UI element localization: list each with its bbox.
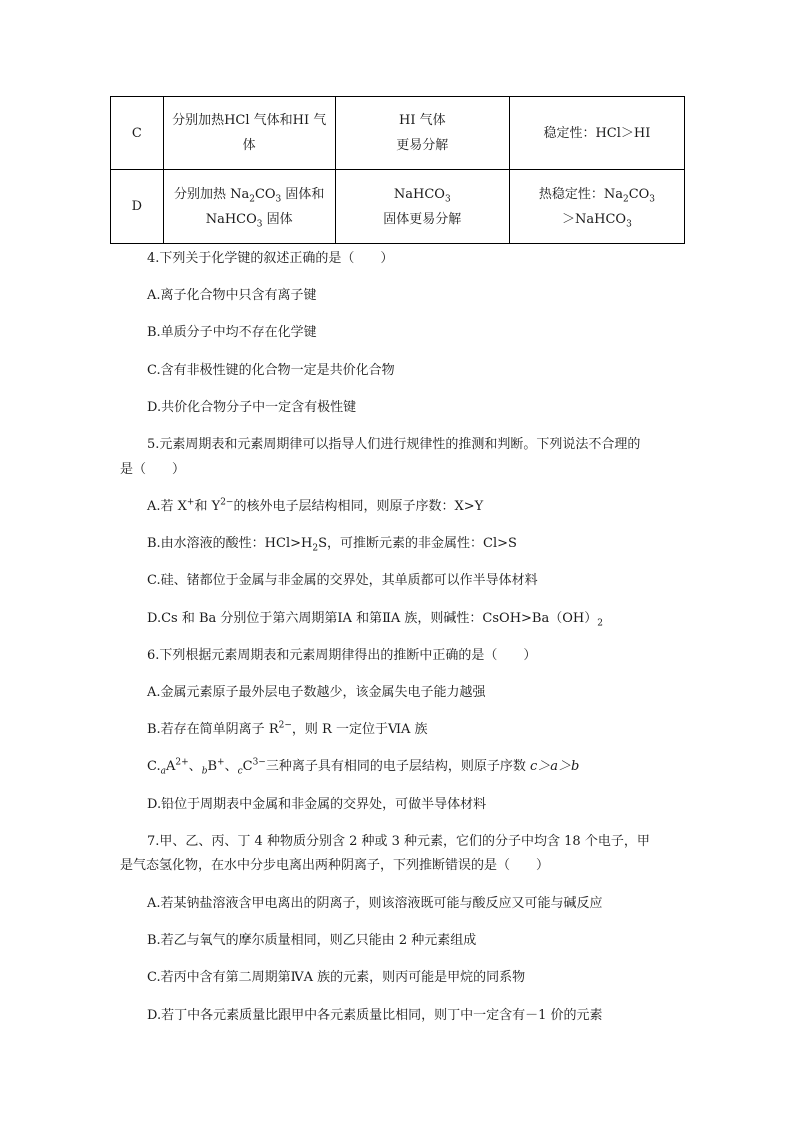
text-run: c＞a＞b [530,759,580,774]
text-run: 和 Y [194,499,221,514]
superscript: + [186,497,195,508]
text-run: 、 [224,759,238,774]
phenomenon-text: HI 气体 [398,113,446,128]
row-label [111,97,164,170]
subscript: 3 [649,194,656,205]
text-run: 固体和 [281,186,325,202]
text-run: NaHCO [205,211,257,227]
question-7-option-c: C.若丙中含有第二周期第ⅣA 族的元素，则丙可能是甲烷的同系物 [147,970,526,985]
conclusion-text [514,182,680,207]
text-run: 三种离子具有相同的电子层结构，则原子序数 [265,759,530,774]
operation-cell [163,170,335,244]
superscript: 2− [278,720,292,731]
text-run: ，则 R 一定位于ⅥA 族 [291,722,428,737]
subscript: 3 [626,219,632,230]
subscript: a [160,766,166,777]
question-6-option-b [147,721,428,739]
phenomenon-text: 固体更易分解 [383,211,462,227]
phenomenon-text [340,182,505,207]
subscript: b [201,766,208,777]
question-4-option-a: A.离子化合物中只含有离子键 [147,288,317,303]
subscript: 3 [256,219,263,230]
subscript: 2 [622,194,629,205]
text-run: CO [628,186,650,202]
question-5-option-a [147,498,483,516]
subscript: 3 [444,194,451,205]
text-run: ＞NaHCO [562,211,627,227]
operation-text: 体 [242,138,256,153]
question-7-option-a: A.若某钠盐溶液含甲电离出的阴离子，则该溶液既可能与酸反应又可能与碱反应 [147,896,603,911]
question-5-option-d [147,610,603,628]
question-4-option-c: C.含有非极性键的化合物一定是共价化合物 [147,363,395,378]
superscript: 2+ [175,757,189,768]
question-5-stem-cont: 是（ ） [120,462,186,477]
row-label-text: D [131,199,143,214]
row-label [111,170,164,244]
text-run: 、 [188,759,202,774]
subscript: 3 [275,194,282,205]
table-row [111,170,685,244]
text-run: NaHCO [393,186,445,202]
text-run: 固体 [262,211,293,227]
text-run: A.若 X [147,499,187,514]
operation-text [168,182,331,207]
conclusion-cell [509,97,684,170]
operation-text: 分别加热HCl 气体和HI 气 [172,113,327,128]
table-row [111,97,685,170]
text-run: B.由水溶液的酸性：HCl>H [147,536,313,551]
question-6-stem: 6.下列根据元素周期表和元素周期律得出的推断中正确的是（ ） [147,648,537,663]
conclusion-cell [509,170,684,244]
question-6-option-c [147,758,579,776]
question-6-option-a: A.金属元素原子最外层电子数越少，该金属失电子能力越强 [147,685,486,700]
text-run: D.Cs 和 Ba 分别位于第六周期第ⅠA 和第ⅡA 族，则碱性：CsOH>Ba（OH） [147,611,598,626]
phenomenon-cell [335,170,509,244]
question-7-stem: 7.甲、乙、丙、丁 4 种物质分别含 2 种或 3 种元素，它们的分子中均含 18 个电子，甲 [147,834,650,849]
text-run: C [242,759,253,774]
subscript: 2 [312,543,319,554]
superscript: + [217,757,225,768]
text-run: B.若存在简单阴离子 R [147,722,279,737]
question-7-stem-cont: 是气态氢化物，在水中分步电离出两种阴离子，下列推断错误的是（ ） [120,858,550,873]
text-run: 分别加热 Na [173,186,250,202]
question-4-option-b: B.单质分子中均不存在化学键 [147,325,317,340]
question-5-option-c: C.硅、锗都位于金属与非金属的交界处，其单质都可以作半导体材料 [147,573,538,588]
question-7-option-d: D.若丁中各元素质量比跟甲中各元素质量比相同，则丁中一定含有－1 价的元素 [147,1008,603,1023]
text-run: C. [147,759,161,774]
text-run: 热稳定性：Na [538,186,623,202]
text-run: B [207,759,218,774]
question-5-option-b [147,535,517,553]
phenomenon-text: 更易分解 [396,138,449,153]
text-run: 的核外电子层结构相同，则原子序数：X>Y [233,499,484,514]
subscript: 2 [249,194,255,205]
conclusion-text [514,207,680,232]
subscript: c [237,766,243,777]
row-label-text: C [131,125,142,141]
text-run: S，可推断元素的非金属性：Cl>S [318,536,517,551]
operation-cell [163,97,335,170]
question-5-stem: 5.元素周期表和元素周期律可以指导人们进行规律性的推测和判断。下列说法不合理的 [147,437,641,452]
text-run: A [166,759,176,774]
phenomenon-cell [335,97,509,170]
subscript: 2 [597,618,603,629]
question-4-option-d: D.共价化合物分子中一定含有极性键 [147,400,357,415]
question-4-stem: 4.下列关于化学键的叙述正确的是（ ） [147,251,394,266]
experiment-table [110,96,685,244]
operation-text [168,207,331,232]
question-7-option-b: B.若乙与氧气的摩尔质量相同，则乙只能由 2 种元素组成 [147,933,477,948]
conclusion-text: 稳定性：HCl＞HI [543,125,651,141]
text-run: CO [254,186,276,202]
superscript: 3− [252,757,266,768]
question-6-option-d: D.铅位于周期表中金属和非金属的交界处，可做半导体材料 [147,797,487,812]
superscript: 2− [220,497,234,508]
